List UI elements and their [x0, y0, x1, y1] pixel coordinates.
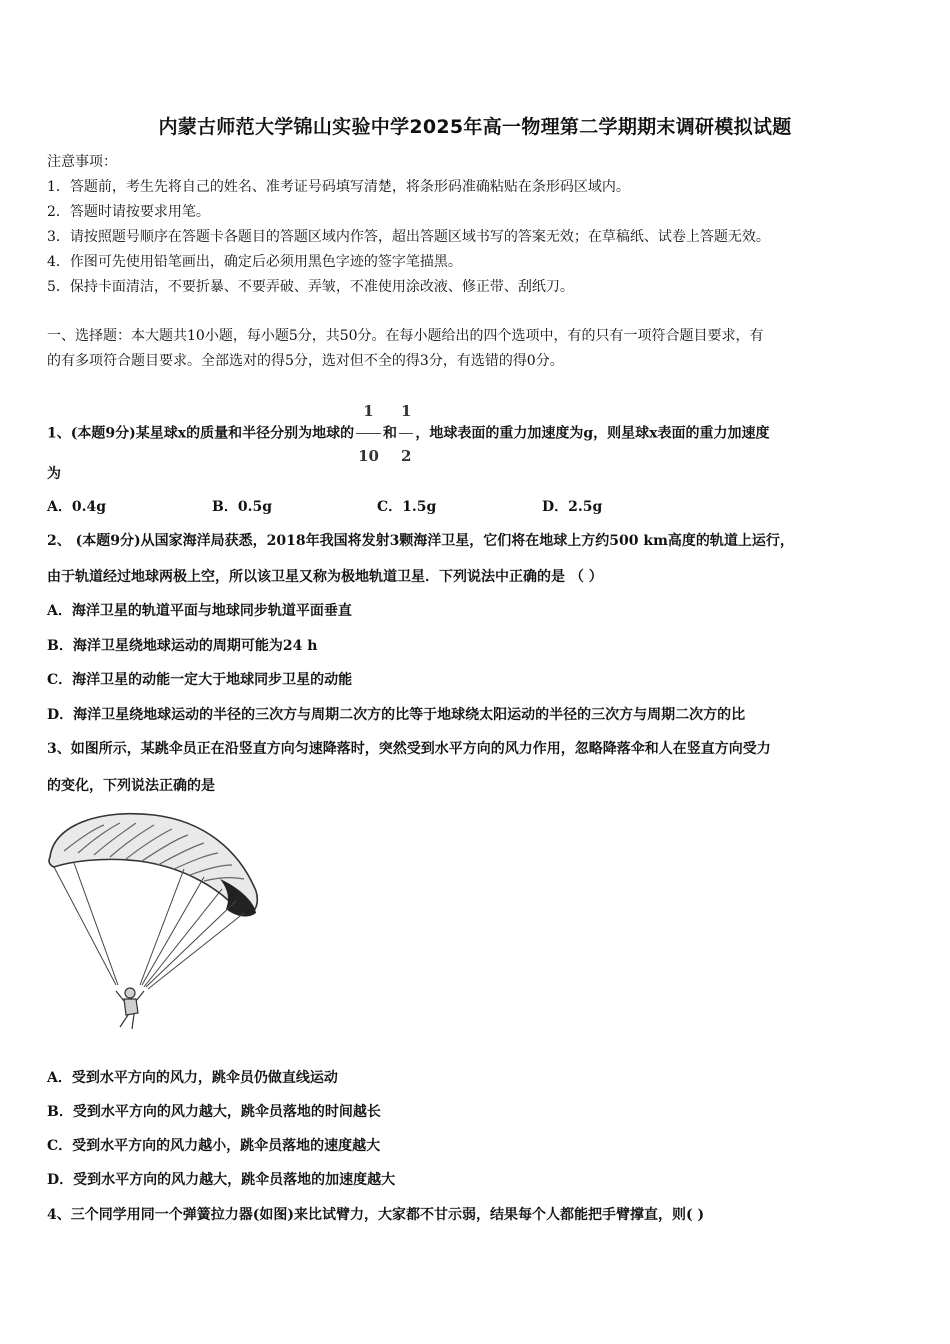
canopy [49, 814, 257, 916]
fraction-numerator: 1 [363, 402, 374, 420]
fraction [356, 389, 381, 478]
parachutist [116, 988, 144, 1029]
fraction [399, 389, 413, 478]
section-instructions: 的有多项符合题目要求。全部选对的得5分，选对但不全的得3分，有选错的得0分。 [47, 353, 564, 369]
question-2-stem: 2、 (本题9分)从国家海洋局获悉，2018年我国将发射3颗海洋卫星，它们将在地球上方约500 km高度的轨道上运行， [47, 533, 794, 549]
notice-item: 4．作图可先使用铅笔画出，确定后必须用黑色字迹的签字笔描黑。 [47, 254, 462, 270]
option-c[interactable]: C．受到水平方向的风力越小，跳伞员落地的速度越大 [47, 1138, 381, 1154]
parachute-illustration [44, 805, 264, 1035]
question-3-stem: 3、如图所示，某跳伞员正在沿竖直方向匀速降落时，突然受到水平方向的风力作用，忽略降落伞和人在竖直方向受力 [47, 741, 771, 757]
option-b[interactable]: B．海洋卫星绕地球运动的周期可能为24 h [47, 638, 318, 654]
option-d[interactable]: D．受到水平方向的风力越大，跳伞员落地的加速度越大 [47, 1172, 396, 1188]
option-a[interactable]: A．0.4g [47, 499, 107, 515]
question-1-options [47, 496, 907, 518]
section-instructions: 一、选择题：本大题共10小题，每小题5分，共50分。在每小题给出的四个选项中，有的只有一项符合题目要求，有 [47, 328, 764, 344]
notice-heading: 注意事项： [47, 154, 117, 170]
option-a[interactable]: A．海洋卫星的轨道平面与地球同步轨道平面垂直 [47, 603, 352, 619]
page-title: 内蒙古师范大学锦山实验中学2025年高一物理第二学期期末调研模拟试题 [158, 116, 792, 138]
option-a[interactable]: A．受到水平方向的风力，跳伞员仍做直线运动 [47, 1070, 338, 1086]
question-2-stem: 由于轨道经过地球两极上空，所以该卫星又称为极地轨道卫星．下列说法中正确的是 （ ） [47, 569, 603, 585]
question-3-stem: 的变化，下列说法正确的是 [47, 778, 215, 794]
option-b[interactable]: B．0.5g [212, 499, 272, 515]
option-d[interactable]: D．2.5g [542, 499, 603, 515]
option-b[interactable]: B．受到水平方向的风力越大，跳伞员落地的时间越长 [47, 1104, 381, 1120]
question-1-text: 1、(本题9分)某星球x的质量和半径分别为地球的 [47, 425, 355, 442]
question-1-stem [47, 389, 770, 478]
notice-item: 3．请按照题号顺序在答题卡各题目的答题区域内作答，超出答题区域书写的答案无效；在草稿纸、试卷上答题无效。 [47, 229, 770, 245]
question-1-text: 和 [382, 425, 397, 442]
parachute-figure [44, 805, 264, 1039]
fraction-denominator: 2 [399, 433, 413, 478]
question-1-continuation: 为 [47, 466, 61, 482]
fraction-numerator: 1 [400, 402, 412, 420]
notice-item: 1．答题前，考生先将自己的姓名、准考证号码填写清楚，将条形码准确粘贴在条形码区域内。 [47, 179, 630, 195]
notice-item: 5．保持卡面清洁，不要折暴、不要弄破、弄皱，不准使用涂改液、修正带、刮纸刀。 [47, 279, 574, 295]
fraction-denominator: 10 [356, 433, 381, 478]
notice-item: 2．答题时请按要求用笔。 [47, 204, 210, 220]
question-1-text: ，地球表面的重力加速度为g，则星球x表面的重力加速度 [415, 425, 770, 442]
option-d[interactable]: D．海洋卫星绕地球运动的半径的三次方与周期二次方的比等于地球绕太阳运动的半径的三次方与周期二次方的比 [47, 707, 746, 723]
option-c[interactable]: C．1.5g [377, 499, 437, 515]
question-4-stem: 4、三个同学用同一个弹簧拉力器(如图)来比试臂力，大家都不甘示弱，结果每个人都能把手臂撑直，则( ) [47, 1207, 705, 1223]
option-c[interactable]: C．海洋卫星的动能一定大于地球同步卫星的动能 [47, 672, 353, 688]
